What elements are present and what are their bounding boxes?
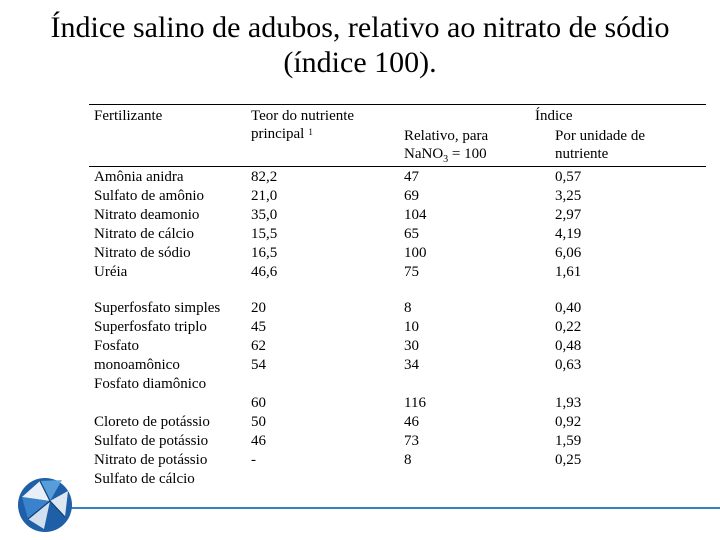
row-fertilizante: monoamônico (94, 357, 180, 373)
header-unidade-line1: Por unidade de (555, 128, 645, 144)
row-teor: 46,6 (251, 264, 278, 280)
row-unidade: 0,57 (555, 169, 582, 185)
row-unidade: 1,93 (555, 395, 582, 411)
header-relativo-sub: 3 (443, 154, 449, 165)
footer-accent-line (56, 507, 720, 509)
row-unidade: 1,61 (555, 264, 582, 280)
row-unidade: 0,22 (555, 319, 582, 335)
header-teor-line2 (251, 125, 313, 144)
row-fertilizante: Nitrato de sódio (94, 245, 191, 261)
row-relativo: 116 (404, 395, 426, 411)
header-relativo-na: NaNO (404, 146, 444, 162)
row-teor: 16,5 (251, 245, 278, 261)
header-relativo-line2 (404, 145, 487, 165)
row-teor: 46 (251, 433, 266, 449)
row-relativo: 34 (404, 357, 419, 373)
row-teor: - (251, 452, 256, 468)
row-unidade: 1,59 (555, 433, 582, 449)
row-unidade: 4,19 (555, 226, 582, 242)
row-fertilizante: Sulfato de cálcio (94, 471, 195, 487)
row-fertilizante: Amônia anidra (94, 169, 184, 185)
row-unidade: 6,06 (555, 245, 582, 261)
row-fertilizante: Superfosfato triplo (94, 319, 207, 335)
row-teor: 60 (251, 395, 266, 411)
table-top-rule (89, 104, 706, 105)
row-unidade: 3,25 (555, 188, 582, 204)
row-relativo: 47 (404, 169, 419, 185)
row-fertilizante: Nitrato de cálcio (94, 226, 194, 242)
row-fertilizante: Fosfato (94, 338, 139, 354)
row-relativo: 104 (404, 207, 427, 223)
row-relativo: 75 (404, 264, 419, 280)
title-line-1: Índice salino de adubos, relativo ao nitrato de sódio (50, 11, 670, 44)
header-teor-footnote: 1 (308, 127, 313, 137)
row-teor: 62 (251, 338, 266, 354)
slide-title (0, 10, 720, 80)
row-fertilizante: Cloreto de potássio (94, 414, 210, 430)
row-relativo: 69 (404, 188, 419, 204)
row-teor: 15,5 (251, 226, 278, 242)
row-relativo: 10 (404, 319, 419, 335)
row-relativo: 65 (404, 226, 419, 242)
row-teor: 82,2 (251, 169, 278, 185)
row-fertilizante: Sulfato de potássio (94, 433, 209, 449)
row-relativo: 8 (404, 452, 412, 468)
table-header-rule (89, 166, 706, 167)
institution-globe-logo-icon (10, 467, 80, 537)
row-unidade: 2,97 (555, 207, 582, 223)
row-teor: 45 (251, 319, 266, 335)
row-unidade: 0,48 (555, 338, 582, 354)
row-fertilizante: Uréia (94, 264, 128, 280)
header-indice: Índice (535, 108, 573, 124)
row-fertilizante: Sulfato de amônio (94, 188, 204, 204)
row-fertilizante: Superfosfato simples (94, 300, 221, 316)
header-teor-line1: Teor do nutriente (251, 108, 355, 124)
row-relativo: 30 (404, 338, 419, 354)
row-fertilizante: Nitrato de potássio (94, 452, 208, 468)
row-unidade: 0,92 (555, 414, 582, 430)
salt-index-table (89, 104, 706, 494)
row-fertilizante: Fosfato diamônico (94, 376, 207, 392)
row-teor: 35,0 (251, 207, 278, 223)
header-unidade-line2: nutriente (555, 146, 609, 162)
header-relativo-eq: = 100 (448, 146, 487, 162)
row-unidade: 0,40 (555, 300, 582, 316)
row-relativo: 100 (404, 245, 427, 261)
title-line-2: (índice 100). (283, 46, 437, 79)
row-fertilizante: Nitrato deamonio (94, 207, 200, 223)
row-teor: 54 (251, 357, 266, 373)
row-unidade: 0,25 (555, 452, 582, 468)
header-relativo-line1: Relativo, para (404, 128, 489, 144)
row-teor: 50 (251, 414, 266, 430)
row-teor: 21,0 (251, 188, 278, 204)
row-relativo: 8 (404, 300, 412, 316)
row-unidade: 0,63 (555, 357, 582, 373)
row-teor: 20 (251, 300, 266, 316)
row-relativo: 73 (404, 433, 419, 449)
row-relativo: 46 (404, 414, 419, 430)
header-teor-line2-text: principal (251, 126, 305, 142)
header-fertilizante: Fertilizante (94, 108, 163, 124)
